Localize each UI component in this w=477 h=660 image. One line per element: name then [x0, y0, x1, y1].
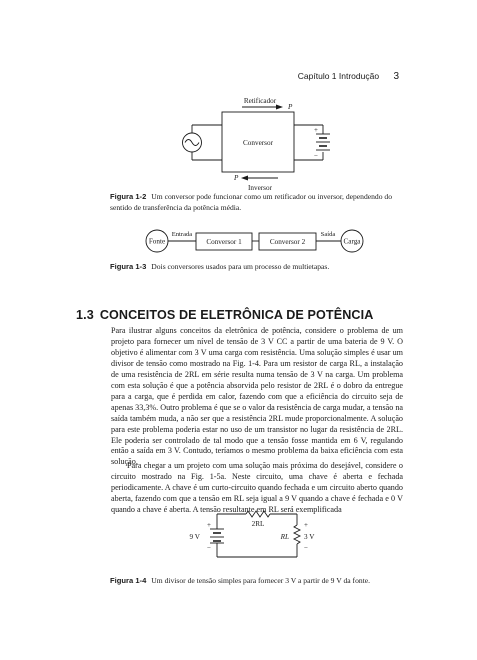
- paragraph-text: Para chegar a um projeto com uma solução mais próxima do desejável, considere o circuito mostrado na Fig. 1-5a. Neste circuito, uma chave é aberta e fechada periodicamente. A chave é um curto-circuito quando fechada e um circuito aberto quando aberta, fazendo com que a tensão em RL seja igual a 9 V quando a chave é fechada e 0 V quando a chave é aberta. A tensão resultante em RL será exemplificada: [111, 461, 403, 514]
- battery-minus: −: [314, 152, 318, 160]
- resistor-rl: [294, 525, 300, 544]
- load-plus: +: [304, 521, 308, 529]
- rectifier-label: Retificador: [243, 97, 277, 105]
- inverter-label: Inversor: [248, 184, 272, 192]
- battery-plus: +: [314, 126, 318, 134]
- section-number: 1.3: [76, 308, 94, 322]
- caption-text: Dois conversores usados para um processo de multietapas.: [151, 262, 330, 271]
- caption-number: Figura 1-3: [110, 262, 147, 271]
- resistor-2rl-label: 2RL: [251, 520, 265, 528]
- figure-1-4-diagram: [0, 500, 477, 570]
- load-minus: −: [304, 544, 308, 552]
- caption-text: Um conversor pode funcionar como um retificador ou inversor, dependendo do sentido de transferência da potência média.: [110, 192, 393, 212]
- load-label: Carga: [343, 237, 361, 246]
- load-voltage-label: 3 V: [304, 533, 315, 541]
- power-label-bottom: P: [234, 174, 239, 182]
- caption-text: Um divisor de tensão simples para fornecer 3 V a partir de 9 V da fonte.: [151, 576, 371, 585]
- page-number: 3: [393, 71, 399, 82]
- output-label: Saída: [320, 231, 336, 238]
- paragraph-1: [111, 326, 403, 468]
- figure-1-3-diagram: [0, 220, 477, 260]
- power-label-top: P: [288, 103, 293, 111]
- converter-1-label: Conversor 1: [206, 238, 242, 246]
- figure-1-2-diagram: [0, 0, 477, 200]
- source-plus: +: [207, 521, 211, 529]
- figure-1-4-caption: [110, 576, 430, 587]
- source-label: Fonte: [148, 237, 166, 246]
- caption-number: Figura 1-2: [110, 192, 147, 201]
- figure-1-2-caption: [110, 192, 405, 213]
- converter-label: Conversor: [243, 139, 273, 147]
- paragraph-text: Para ilustrar alguns conceitos da eletrônica de potência, considere o problema de um projeto para fornecer um nível de tensão de 3 V CC a partir de uma bateria de 9 V. O objetivo é alimentar com 3 V uma carga com resistência. Uma solução simples é usar um divisor de tensão como mostrado na Fig. 1-4. Para um resistor de carga RL, a instalação de uma resistência de 2RL em série resulta numa tensão de 3 V na carga. Um problema com esta solução é que a potência absorvida pelo resistor de 2RL é o dobro da entregue para a carga, que é perdida em calor, fazendo com que a eficiência do circuito seja de apenas 33,3%. Outro problema é que se o valor da resistência de carga mudar, a tensão na saída também muda, a não ser que a resistência 2RL mude proporcionalmente. A solução para este problema poderia estar no uso de um transistor no lugar da resistência de 2RL. Ele poderia ser controlado de tal modo que a tensão fosse mantida em 6 V, regulando então a saída em 3 V. Contudo, teríamos o mesmo problema da baixa eficiência com esta solução.: [111, 326, 403, 467]
- input-label: Entrada: [171, 231, 193, 238]
- section-heading: [76, 308, 373, 322]
- source-minus: −: [207, 544, 211, 552]
- chapter-title: Capítulo 1 Introdução: [297, 71, 380, 81]
- section-title: CONCEITOS DE ELETRÔNICA DE POTÊNCIA: [99, 308, 374, 322]
- caption-number: Figura 1-4: [110, 576, 147, 585]
- resistor-2rl: [246, 511, 270, 517]
- figure-1-3-caption: [110, 262, 405, 273]
- source-voltage-label: 9 V: [189, 533, 200, 541]
- load-label: RL: [280, 533, 289, 541]
- converter-2-label: Conversor 2: [269, 238, 306, 246]
